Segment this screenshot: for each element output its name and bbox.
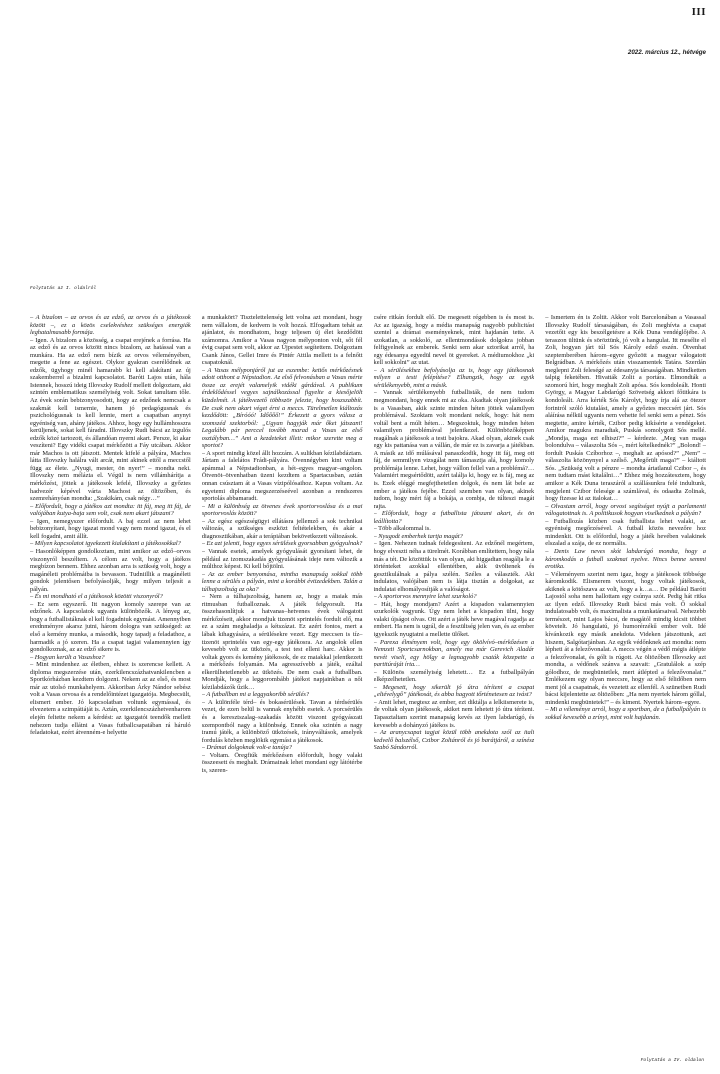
interview-question: – Előfordult, hogy a futballista játszani akart, és ön leállította? [373, 510, 535, 525]
interview-answer: – Igen. Nehezen tudnak feldegesíteni. Az edzőnél megértem, hogy elveszti néha a türelmét. Korábban említettem, hogy nála más a tét. De közöttük is van olyan, aki higgadtan reagálja le a történteket azokkal ellentétben, akik üvöltenek és gesztikulálnak a pálya szélén. Széles a választék. Aki indulatos, valójában nem is látja tisztán a dolgokat, az indulatai elhomályosítják a valóságot. [373, 540, 535, 593]
interview-question: – Mi a különbség az ötvenes évek sportorvoslása és a mai sportorvoslás között? [201, 502, 363, 518]
interview-answer: – A különféle térd– és bokasérülések. Tavan a térdsérülés vezet, de ezen belül is vannak enyhébb esetek. A porcsérülés és a keresztszalag–szakadás között viszont gyógyászati szempontból nagy a különbség. Ennek oka szintén a nagy iramú játék, a különböző ütközések, irányváltások, amelyek fordulás közben meglökik egymást a játékosok. [201, 698, 363, 744]
article-column-4 [545, 314, 706, 1054]
interview-answer: – Ismertem én is Zoltit. Akkor volt Barcelonában a Vasassal Illovszky Rudolf társaságában, és Zoli meghívta a csapat vezetőit egy kis beszélgetésre a Kék Duna vendéglőjébe. A teraszon ültünk és söröztünk, jó volt a hangulat. Itt mesélte el Zoli, hogyan járt túl Sós Károly edző eszén. Ötvenhat szeptemberében három–egyre győzött a magyar válogatott Belgrádban. A mérkőzés után visszamentek Tatára. Szerdán meglepni Zoli feleségé az édesanyja társaságában. Mindketten talpig feketében. Hivatták Zolit a portára. Elmondták a szomorú hírt, hogy meghalt Zoli apósa. Sós kondoleált. Honti György, a Magyar Labdarúgó Szövetség akkori főtitkára is kondoleált. Arra kérték Sós Károlyt, hogy írja alá az ötezer forintról szóló kiutalást, amely a győztes meccsért járt. Sós aláírása nélkül ugyanis nem vehette fel senki sem a pénzt. Sós megtette, amire kérték, Czibor pedig kikísérte a vendégeket. Amikor magukra maradtak, Puskás somolygott Sós mellé. „Mondja, maga ezt elhiszi?” – kérdezte. „Meg van maga bolondulva – válaszolta Sós –, mért kételkednék?” „Bolond! – fordult Puskás Czíborhoz –, meghalt az apósod?” „Nem” – válaszolta közönynyel a szélső. „Megőrült maga?” – kiáltott Sós. „Szükség volt a pénzre – mondta ártatlanul Czibor –, és nem tudtam mást kitalálni…” Ehhez még hozzátesztem, hogy amikor a Kék Duna teraszáról a szállásunkra felé indultunk, megjelent Czibor felesége a számlával, és odaadta Zolinak, hogy fizesse ki az italokat… [545, 314, 706, 503]
interview-question: – És mi mondható el a játékosok közötti viszonyról? [30, 593, 163, 601]
issue-date: 2022. március 12., hétvége [627, 49, 706, 56]
interview-question: – Parexa élményem volt, hogy egy ökölvívó–mérkőzésen a Nemzeti Sportcsarnokban, amely ma már Gerevich Aladár nevét viseli, egy hölgy a legnagyobb csaták közepette a partitúráját írta… [373, 638, 535, 669]
article-column-2 [202, 314, 363, 1054]
interview-question: – Hogyan került a Vasashoz? [30, 653, 105, 661]
interview-question: – Az aranycsapat tagjai közül több anekdota szól az itali kedvelő balszélső, Czibor Zoltánról és jó barátjáról, a színész Szabó Sándorról. [373, 729, 535, 752]
continued-from-note: Folytatás az I. oldalról [30, 286, 97, 291]
interview-question: – Milyen kapcsolatot igyekezett kialakítani a játékosokkal? [30, 540, 181, 548]
interview-answer: – Igen. A bizalom a közösség, a csapat erejének a forrása. Ha az edző és az orvos között nincs bizalom, az hatással van a munkára. Ha az edző nem bízik az orvos véleményében, megette a fene az egészet. Olykor gyakran cserélődnek az edzők, ügyhogy minél hamarabb ki kell alakítani az új szakemberrel a bizalmi kapcsolatot. Baróti Lajos után, hála Istennek, hosszú ideig Illovszky Rudolf mellett dolgoztam, aki szintén emblematikus személyiség volt. Sokat tanultam tőle. Az évek során bebizonyosodott, hogy az edzőnek nemcsak a szakmát kell ismernie, hanem jó pedagógusnak és pszichológusnak is kell lennie, mert a csapatban anynyi egyéniség van, ahány játékos. Ahhoz, hogy egy hullámhosszra kerüljenek, sokat kell fáradni. Illovszky Rudi bácsi az izgulós edzők közé tartozott, és állandóan nyerni akart. Persze, ki akar veszíteni? Egy vidéki csapat mérkőzött a Fáy utcában. Akkor már Machos is ott játszott. Mentek kifelé a pályára, Machos látta Illovszky halálra vált arcát, mint akinek ettől a meccstől függ az élete. „Nyugi, mester, ön nyer!” – mondta neki. Illovszky nem mélázta el. Végül is nem villámhárítja a mérkőzést, jöttek a játékosok lefelé, Illovszky a győztes hadvezér képével várta Machost az öltözőben, és szemrehányóan mondta: „Szakikám, csak négy…” [30, 336, 191, 503]
interview-question: – Denis Law neves skót labdarúgó mondta, hogy a káromkodás a futball szakmai nyelve. Nincs benne semmi erotika. [545, 547, 706, 571]
interview-answer: – Az egész egészségügyi ellátásra jellemző a sok technikai változás, a szükséges eszközt feltételekben, és akár a diagnosztikában, akár a terápiában bekövetkezett változások. [201, 517, 363, 540]
article-column-1 [30, 314, 191, 1054]
interview-answer: – Amit lehet, megtesz az ember, ezt diktálja a lelkiismerete is, de voltak olyan játékosok, akiket nem lehetett jó útra téríteni. Tapasztaltam szerint manapság kevés az ilyen labdarúgó, és kevesebb a dohányzó játékos is. [373, 698, 535, 729]
interview-question: – A sérülésekhez befolyásolja az is, hogy egy játékosnak milyen a testi felépítése? Elhangzik, hogy az egyik sérülékenyebb, mint a másik. [373, 366, 535, 389]
interview-question: – A Vasas mélyponjáról jut az eszembe: kettős mérkőzésnek adott otthont a Népstadion. Az első felvonásban a Vasas mérte össze az erejét valamelyik vidéki gárdával. A publikum érdeklődéssel vegyes sajnálkozással figyelte a kiesőjelölt küzdelmét. A játékvezető többször jelezte, hogy hoszszabbít. De csak nem akart véget érni a meccs. Türelmetlen kiáltozás kezdődött: „Bíróóó! Időőőő!” Érkezett a gyors válasz a szomszéd szektorból: „Ugyan hagyják már őket játszani! Legalább pár perccel tovább marad a Vasas az első osztályban…” Ami a kezdeteket illeti: mikor szerette meg a sportot? [201, 366, 363, 450]
interview-answer: – Hasonlóképpen gondolkoztam, mint amikor az edző–orvos viszonyról beszéltem. A célom az volt, hogy a játékos megbízon bennem. Ehhez azonban arra is szükség volt, hogy a magánéleti problémáiba is bevasson. Tudniillik a magánéleti gondok jelentősen befolyásolják, hogy milyen teljesít a pályán. [30, 547, 191, 593]
interview-question: – A bizalom – az orvos és az edző, az orvos és a játékosok között –, ez a közös cselekvéshez szükséges energiák leghatalmasabb formája. [30, 314, 191, 337]
interview-answer: a munkakört? Tisztelettelenség lett volna azt mondani, hogy nem vállalom, de kedvem is volt hozzá. Elfogadtam tehát az ajánlatot, és mondhatom, hogy teljesen új élet kezdődött számomra. Amikor a Vasas nagyon mélyponton volt, sőt fél évig csapat sem volt, akkor az Újpestet segítettem. Dolgoztam Csank János, Gellei Imre és Pintér Attila mellett is a felnőtt csapatoknál. [201, 314, 363, 367]
interview-answer: – Véleményem szerint nem igaz, hogy a játékosok többsége káromkodik. Elismerem viszont, hogy voltak játékosok, akiknek a kötőszava az volt, hogy a k…a… De például Baróti Lajostól soha nem hallottam egy csúnya szót. Pedig hát ritka az ilyen edző. Illovszky Rudi bácsi más volt. Ő sokkal indulatosabb volt, és maximalista a munkatársaival. Nehezebb természet, mint Lajos bácsi, de magától mindig kicsit többet követelt. Jó hangulatú, jó humorérzékű ember volt. Idé kívánkozik egy másik anekdota. Videken játszottunk, azt hiszem, Salgótarjánban. Az egyik védőnknek azt mondta: nem lépheti át a felezővonalat. A meccs végén a védő mégis átlépte a felezővonalat, és gólt is rúgott. Az öltözőben Illovszky azt mondta, a védőnek szánva a szavait: „Gratulálok a szép gólodhoz, de megbüntetlek, mert átlépted a felezővonalat.” Emlékezem egy olyan meccsre, hogy az első félidőben nem ment jól a csapatnak, és vezetett az ellenfél. A szünetben Rudi bácsi kijelentette az öltözőben: „Ha nem nyertek három góllal, mindenki megbüntetek!” – és kiment. Nyertek három–egyre. [545, 570, 706, 706]
article-body [30, 314, 706, 1054]
interview-answer: – Igen, nemegyszer előfordult. A baj ezzel az nem lehet bebizonyítani, hogy igazat mond vagy nem mond igazat, és el kell fogadni, amit állít. [30, 517, 191, 540]
interview-question: – Nyugodt emberhek tartja magát? [373, 532, 463, 540]
interview-answer: – Különös személyiség lehetett… Ez a futballpályán elképzelhetetlen. [373, 668, 535, 684]
interview-question: – Olvastam arról, hogy orvosi segítséget nyújt a parlamenti válogatottnak is. A politikusok hogyan viselkednek a pályán? [545, 502, 706, 518]
interview-answer: – Nem a túlhajszoltság, hanem az, hogy a maiak más ritmusban futballoznak. A játék felgyorsult. Ha összehasonlítjuk a hatvanas–hetvenes évek válogatott mérkőzéseit, akkor mondjuk tizenöt sprintelés fordult elő, ma ez a szám meghaladja a kétszázat. Ez azért fontos, mert a lábak kihagyására, a sérülésekre vezet. Egy meccsen is tíz–tizenöt sprintelés van egy-egy játékosra. Az angolok ellen kevesebb volt az ütközés, a test test elleni harc. Akkor is voltak gyors és kemény játékosok, de ez maiakkal jelentkezett a mérkőzés folyamán. Ma agresszívebb a játék, ezáltal elkerülhetetlenebb az ütközés. De nem csak a futballban. Mondják, hogy a leggorombább játékot napjainkban a női kézilabdázók űzik… [201, 593, 363, 691]
interview-answer: – Több alkalommal is. [373, 525, 431, 533]
interview-question: – Megesett, hogy sikerült jó útra téríteni a csapat „eltévelygő” játékosát, és abba hagyott tőrténetesen az ivást? [373, 683, 535, 699]
article-column-3 [374, 314, 535, 1054]
interview-answer: – A sport mindig közel állt hozzám. A sulikban kézilabdáztam. Jártam a falelátos Frádi-pályára. Övennégyben kint voltam apámmal a Népstadionban, a hét–egyes magyar–angolon. Ötvenöt–ötvenhatban üzeni kezdtem a Spartacusban, aztán onnan csúsztam át a Vasas vízipólósaihoz. Kapus voltam. Az egyetemi diploma megszerzéseével azonban a rendszeres sportolás abbamaradt. [201, 449, 363, 503]
interview-question: – Ez azt jelenti, hogy egyes sérülések gyorsabban gyógyulnak? [201, 540, 363, 548]
interview-answer: – Vannak esetek, amelyek gyógyulását gyorsítani lehet, de például az izomszakadás gyógyulásának ideje nem változik a múlthoz képest. Ki kell bőjtölni. [201, 547, 363, 571]
page-number: III [691, 6, 706, 18]
interview-question: – Drámai dolgoknak volt-e tanúja? [201, 744, 292, 752]
interview-answer: – Ez sem egyszerű. Itt nagyon komoly szerepe van az edzőnek. A kapcsolatok ugyanis különbözők. A lényeg az, hogy a futballistáknak el kell fogadniuk egymást. Amennyiben erednményre akarsz jutni, három dologra van szükséged: az első a kemény munka, a második, hogy tapadj a feladathoz, a harmadik a jó szeren. Ha a csapat tagjai valamennyien így gondolkoznak, az az edző sikere is. [30, 600, 191, 654]
interview-answer: – Hát, hogy mondjam? Azért a kispadon valamennyien szurkolók vagyunk. Úgy nem lehet a kispadon ülni, hogy valaki újságot olvas. Ott azért a játék heve magával ragadja az embert. Ha nem is ugrál, de a feszültség jelen van, és az ember igyekszik nyugtatni a mellette ülőket. [373, 600, 535, 638]
interview-answer: csére ritkán fordult elő. De megesett régebben is és most is. Az az igazság, hogy a média manapság nagyobb publicitást szentel a drámai eseményeknek, mint hajdanán tette. A szokatlan, a sokkoló, az ellentmondások dolgokra jobban felfigyelnek az emberek. Senki sem akar sztorikat arról, ha egy édesanya egyedül nevel öt gyereket. A médiumokhoz „ki kell sokkolni” az utat. [373, 314, 535, 367]
interview-answer: – Futballozás közben csak futballista lehet valaki, az egyéniség megőrzésével. A futball közös nevezőre hoz mindenkit. Ott is előfordul, hogy a játék hevében valakinek elszalad a szája, de ez normális. [545, 517, 706, 548]
interview-answer: – Voltam. Öregfiúk mérkőzésen előfordult, hogy valaki összeesett és meghalt. Drámainak lehet mondani egy látótérbe is, szeren- [201, 751, 363, 774]
interview-question: – A sportorvos mennyire lehet szurkoló? [373, 593, 477, 601]
interview-answer: – Mint mindenhez az életben, ehhez is szerencse kellett. A diploma megszerzése után, ezerkilencszázhatvankilencben a Sportkórházban kezdtem dolgozni. Nekem az az első, és most már az utolsó munkahelyem. Akkoriban Árky Nándor sebész volt a Vasas orvosa és a rendelőintézet igazgatója. Megbecsült, elismert ember. Jó kapcsolatban voltunk egymással, és elvezetem a szimpátiáját is. Aztán, ezerkilencszázhetvenharom elején feltette nekem a kérdést: az igazgatói teendők mellett nehezen tudja ellátni a Vasas futballcsapatában rá háruló feladatokat, ezért átvenném-e helyette [30, 661, 191, 737]
interview-answer: – Vannak sérülékenyebb futballisták, de nem tudom megmondani, hogy ennek mi az oka. Akadtak olyan játékosok is a Vasasban, akik szinte minden héten jöttek valamilyen problémával. Szoktam volt mondani nekik, hogy: hát nem voltál bent a múlt héten… Megszoktuk, hogy minden héten valamilyen problémával jelentkezel. Különbözőképpen reagálnak a játékosok a testi bajokra. Akad olyan, akinek csak egy kis pattanása van a vállán, de már ez is zavarja a játékban. A másik az idő múlásával panaszkodik, hogy itt fáj, meg ott fáj, de semmilyen vizsgálat nem támasztja alá, hogy komoly problémája lenne. Lehet, hogy vállon fellel van a problémá?… Valamiért megsértődött, azért találja ki, hogy ez is fáj, meg az is. Ezek eléggé megfejthetetlen dolgok, és nem lát bele az ember a játékos fejébe. Ezzel szemben van olyan, akinek tudom, hogy mért fáj a bokája, a combja, de túlteszi magát rajta. [373, 389, 535, 510]
interview-question: – Az az ember benyomása, mintha manapság sokkal több lenne a sérülés a pályán, mint a korábbi évtizedekben. Talán a túlhajszoltság az oka? [201, 570, 363, 593]
interview-question: – Előfordult, hogy a játékos azt mondta: itt fáj, meg itt fáj, de valójában kutya-baja sem volt, csak nem akart játszani? [30, 502, 191, 518]
interview-question: – A futballban mi a leggyakoribb sérülés? [201, 691, 310, 699]
continued-to-note: Folytatás a IV. oldalon [640, 1058, 704, 1063]
interview-question: – Mi a véleménye arról, hogy a sportban, de a futballpályán is sokkal kevesebb a zrínyi, mint volt hajdanán. [545, 706, 706, 721]
